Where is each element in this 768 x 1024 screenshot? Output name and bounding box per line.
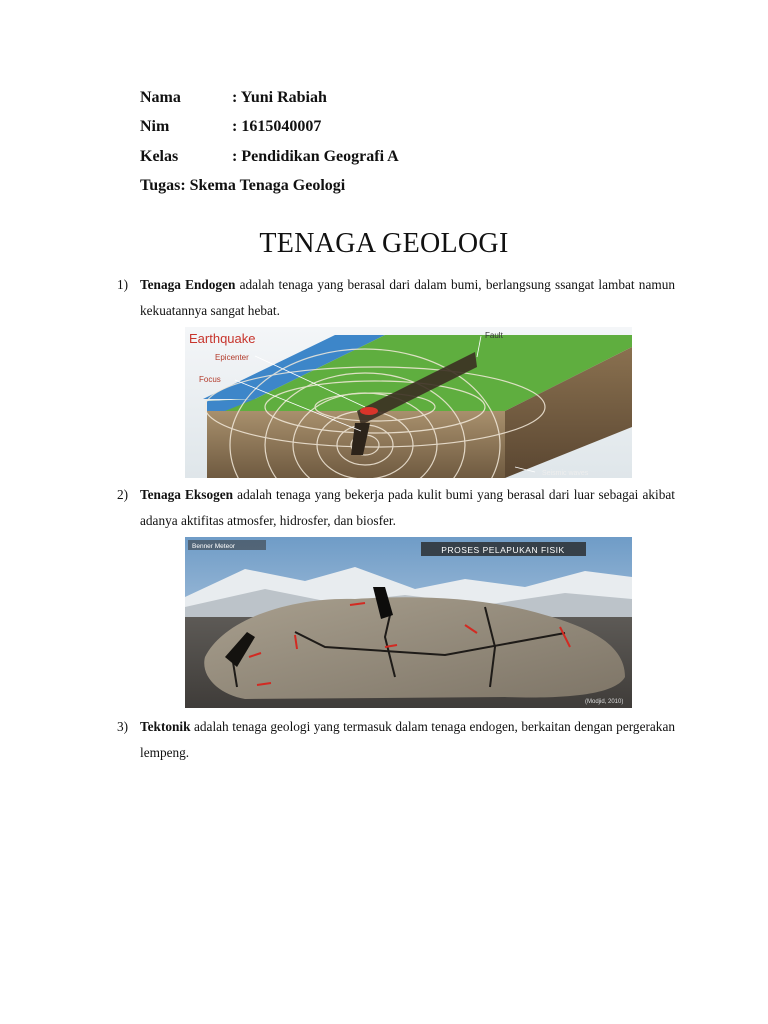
fault-label: Fault: [485, 331, 503, 340]
tugas-value: Skema Tenaga Geologi: [189, 177, 346, 194]
kelas-label: Kelas: [140, 148, 179, 165]
epicenter-label: Epicenter: [215, 353, 249, 362]
list-item-eksogen: [117, 482, 675, 534]
weathering-credit: (Modjid, 2010): [585, 699, 624, 705]
item-number: 2): [117, 487, 129, 502]
page-title: TENAGA GEOLOGI: [259, 228, 509, 259]
weathering-corner-tag: Benner Meteor: [192, 543, 235, 550]
nim-label: Nim: [140, 118, 170, 135]
focus-label: Focus: [199, 375, 221, 384]
info-nim: [140, 117, 321, 137]
info-nama: [140, 88, 327, 108]
item-number: 1): [117, 277, 129, 292]
tugas-label: Tugas:: [140, 177, 186, 194]
weathering-title: PROSES PELAPUKAN FISIK: [441, 545, 565, 555]
weathering-photo: [185, 537, 632, 708]
item-term: Tektonik: [140, 719, 191, 734]
nim-value: : 1615040007: [232, 118, 322, 135]
item-text: adalah tenaga geologi yang termasuk dalam tenaga endogen, berkaitan dengan pergerakan lempeng.: [140, 719, 675, 760]
list-item-tektonik: [117, 714, 675, 766]
earthquake-diagram: [185, 327, 632, 478]
earthquake-title: Earthquake: [189, 331, 256, 346]
seismic-waves-label: Seismic waves: [542, 470, 589, 477]
item-text: adalah tenaga yang bekerja pada kulit bumi yang berasal dari luar sebagai akibat adanya aktifitas atmosfer, hidrosfer, dan biosfer.: [140, 487, 675, 528]
info-kelas: [140, 147, 399, 167]
list-item-endogen: [117, 272, 675, 324]
nama-label: Nama: [140, 89, 181, 106]
item-number: 3): [117, 719, 129, 734]
info-tugas: [140, 177, 345, 195]
item-term: Tenaga Eksogen: [140, 487, 234, 502]
item-term: Tenaga Endogen: [140, 277, 236, 292]
nama-value: : Yuni Rabiah: [232, 89, 327, 106]
kelas-value: : Pendidikan Geografi A: [232, 148, 399, 165]
item-text: adalah tenaga yang berasal dari dalam bumi, berlangsung ssangat lambat namun kekuatannya sangat hebat.: [140, 277, 676, 318]
